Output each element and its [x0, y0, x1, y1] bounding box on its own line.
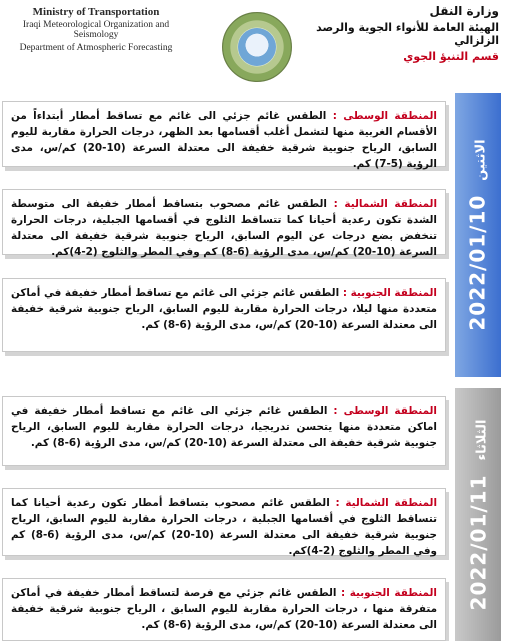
day-strip: [455, 388, 501, 641]
day-date: 2022/01/11: [466, 474, 490, 610]
logo-emblem-icon: [238, 28, 276, 66]
day-label: [466, 139, 490, 330]
region-name: المنطقة الشمالية :: [335, 497, 438, 509]
region-card-north: [2, 189, 446, 258]
header-arabic: [299, 4, 499, 63]
region-forecast: الطقس غائم مصحوب بتساقط أمطار خفيفة الى متوسطة الشدة تكون رعدية أحيانا كما تتساقط الثلوج في أقسامها الجبلية، درجات الحرارة تنخفض بضع درجات عن اليوم السابق، الرياح جنوبية شرقية خفيفة الى معتدلة السرعة (10-20) كم/س، مدى الرؤية (6-8) كم وفي المطر والثلوج (2-4)كم.: [11, 198, 437, 258]
day-name: الاثنين: [474, 139, 489, 181]
region-name: المنطقة الشمالية :: [333, 198, 438, 210]
forecast-day-1: [0, 93, 509, 377]
region-card-south: [2, 278, 446, 352]
region-forecast: الطقس غائم جزئي الى غائم مع تساقط أمطار خفيفة في اماكن متعددة منها يتحسن تدريجيا، درجات الحرارة مقاربة لليوم السابق، الرياح جنوبية شرقية خفيفة الى معتدلة السرعة (10-20) كم/س، مدى الرؤية (6-8) كم.: [11, 405, 437, 449]
header: [0, 0, 509, 90]
organization-name-ar: الهيئة العامة للأنواء الجوية والرصد الزلزالي: [316, 21, 499, 47]
region-forecast: الطقس غائم جزئي مع فرصة لتساقط أمطار خفيفة في أماكن متفرقة منها ، درجات الحرارة مقاربة لليوم السابق ، الرياح جنوبية شرقية خفيفة الى معتدلة السرعة (10-20) كم/س، مدى الرؤية (6-8) كم.: [11, 587, 437, 631]
day-name: الثلاثاء: [474, 419, 489, 460]
region-forecast: الطقس غائم مصحوب بتساقط أمطار تكون رعدية أحيانا كما تتساقط الثلوج في أقسامها الجبلية ، درجات الحرارة مقاربة لليوم السابق، الرياح جنوبية شرقية خفيفة الى معتدلة السرعة (10-20) كم/س، مدى الرؤية (6-8) كم وفي المطر والثلوج (2-4)كم.: [11, 497, 438, 557]
ministry-name-en: Ministry of Transportation: [32, 6, 160, 18]
region-card-central: [2, 101, 446, 170]
region-name: المنطقة الوسطى :: [333, 405, 437, 417]
ministry-name-ar: وزارة النقل: [429, 4, 499, 18]
region-name: المنطقة الجنوبية :: [341, 587, 437, 599]
region-card-central: [2, 396, 446, 466]
day-date: 2022/01/10: [466, 194, 490, 331]
day-strip: [455, 93, 501, 377]
day-label: [466, 419, 490, 610]
department-name-en: Department of Atmospheric Forecasting: [19, 43, 173, 53]
header-english: [6, 6, 186, 53]
organization-name-en: Iraqi Meteorological Organization and Seismology: [22, 20, 170, 40]
forecast-day-2: [0, 388, 509, 641]
region-name: المنطقة الوسطى :: [332, 110, 437, 122]
region-card-south: [2, 578, 446, 641]
region-forecast: الطقس غائم جزئي الى غائم مع تساقط أمطار خفيفة في أماكن متعددة منها ليلا، درجات الحرارة مقاربة لليوم السابق، الرياح جنوبية شرقية خفيفة الى معتدلة السرعة (10-20) كم/س، مدى الرؤية (6-8) كم.: [11, 287, 437, 331]
organization-logo: [222, 12, 292, 82]
region-name: المنطقة الجنوبية :: [342, 287, 437, 299]
region-forecast: الطقس غائم جزئي الى غائم مع تساقط أمطار أبتداءاً من الأقسام الغربية منها لتشمل أغلب أقسامها بعد الظهر، درجات الحرارة مقاربة لليوم السابق، الرياح جنوبية شرقية خفيفة الى معتدلة السرعة (10-20) كم/س، مدى الرؤية (5-7) كم.: [11, 110, 437, 170]
department-name-ar: قسم التنبؤ الجوي: [403, 50, 499, 63]
region-card-north: [2, 488, 446, 556]
